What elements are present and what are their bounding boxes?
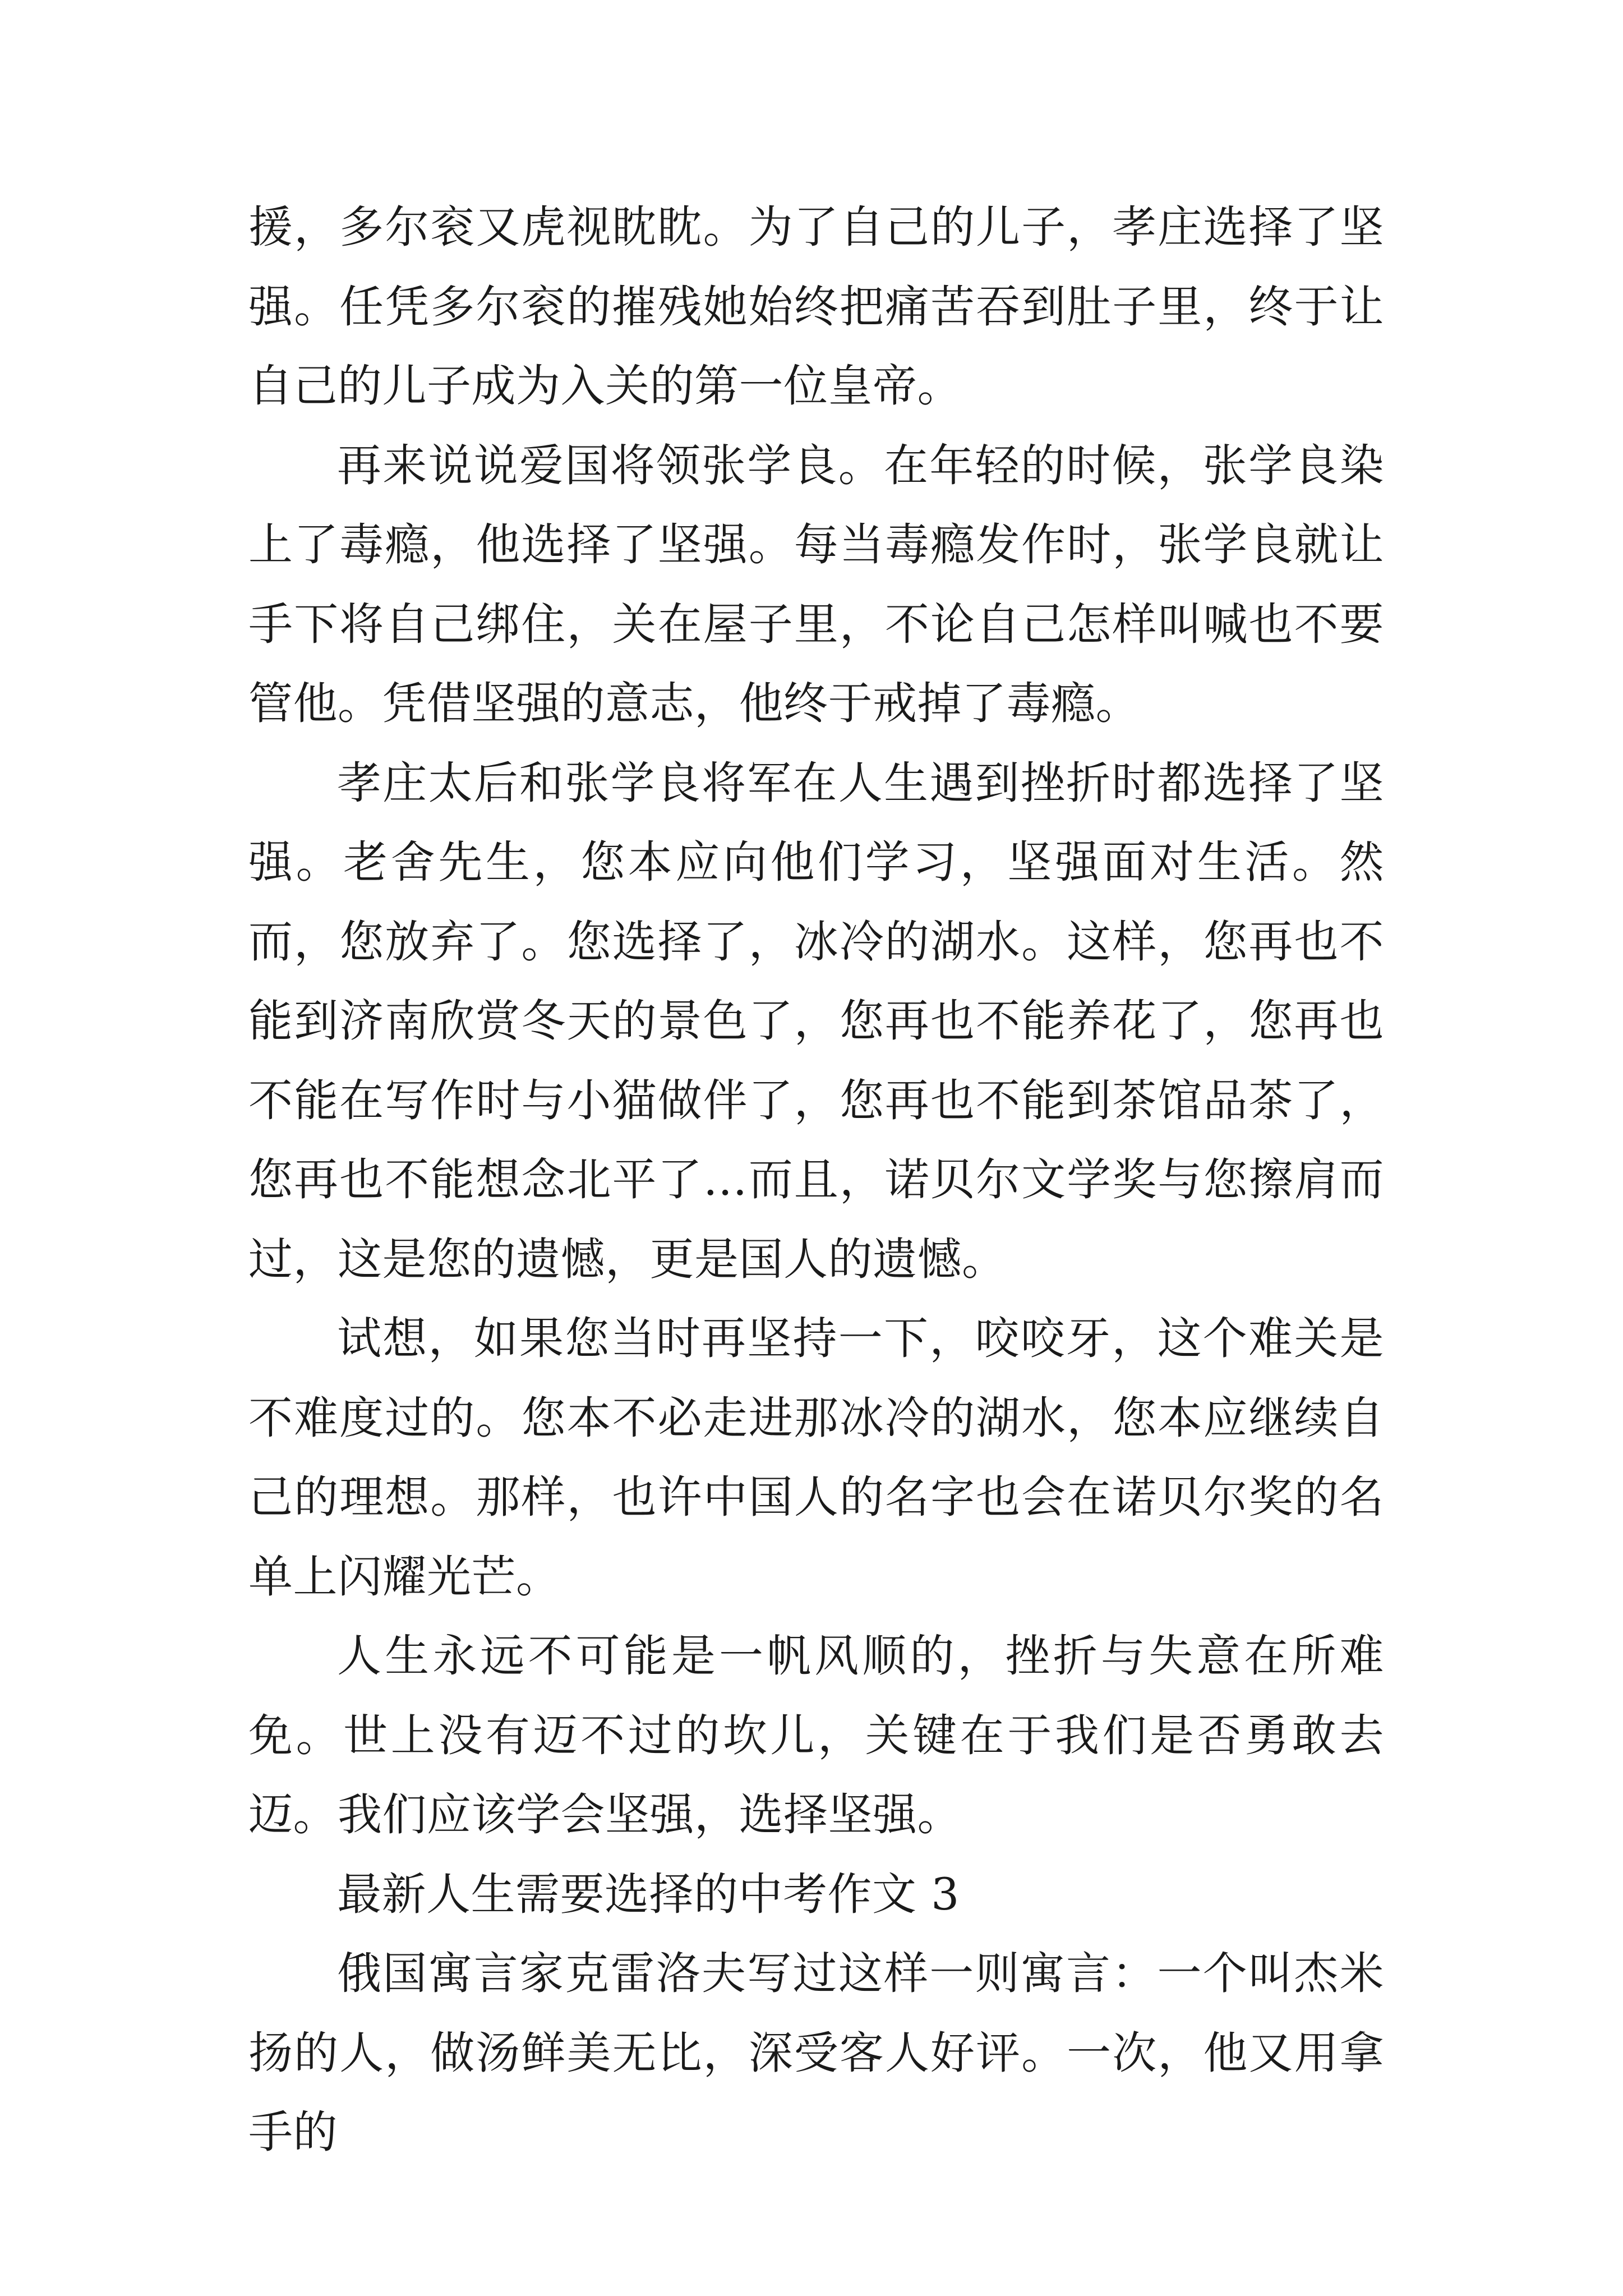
paragraph-lao-she: 孝庄太后和张学良将军在人生遇到挫折时都选择了坚强。老舍先生，您本应向他们学习，坚强面对生活。然而，您放弃了。您选择了，冰冷的湖水。这样，您再也不能到济南欣赏冬天的景色了，您再也不能养花了，您再也不能在写作时与小猫做伴了，您再也不能到茶馆品茶了，您再也不能想念北平了…而且，诺贝尔文学奖与您擦肩而过，这是您的遗憾，更是国人的遗憾。 <box>248 757 1384 1285</box>
paragraph-continuation: 援，多尔衮又虎视眈眈。为了自己的儿子，孝庄选择了坚强。任凭多尔衮的摧残她始终把痛苦吞到肚子里，终于让自己的儿子成为入关的第一位皇帝。 <box>248 201 1384 412</box>
paragraph-krylov-fable: 俄国寓言家克雷洛夫写过这样一则寓言：一个叫杰米扬的人，做汤鲜美无比，深受客人好评。一次，他又用拿手的 <box>248 1948 1384 2158</box>
document-body <box>248 188 1384 2173</box>
paragraph-zhang-xueliang: 再来说说爱国将领张学良。在年轻的时候，张学良染上了毒瘾，他选择了坚强。每当毒瘾发作时，张学良就让手下将自己绑住，关在屋子里，不论自己怎样叫喊也不要管他。凭借坚强的意志，他终于戒掉了毒瘾。 <box>248 439 1384 729</box>
paragraph-imagine: 试想，如果您当时再坚持一下，咬咬牙，这个难关是不难度过的。您本不必走进那冰冷的湖水，您本应继续自己的理想。那样，也许中国人的名字也会在诺贝尔奖的名单上闪耀光芒。 <box>248 1313 1384 1603</box>
paragraph-conclusion: 人生永远不可能是一帆风顺的，挫折与失意在所难免。世上没有迈不过的坎儿，关键在于我们是否勇敢去迈。我们应该学会坚强，选择坚强。 <box>248 1630 1384 1841</box>
section-heading: 最新人生需要选择的中考作文 3 <box>337 1868 960 1920</box>
